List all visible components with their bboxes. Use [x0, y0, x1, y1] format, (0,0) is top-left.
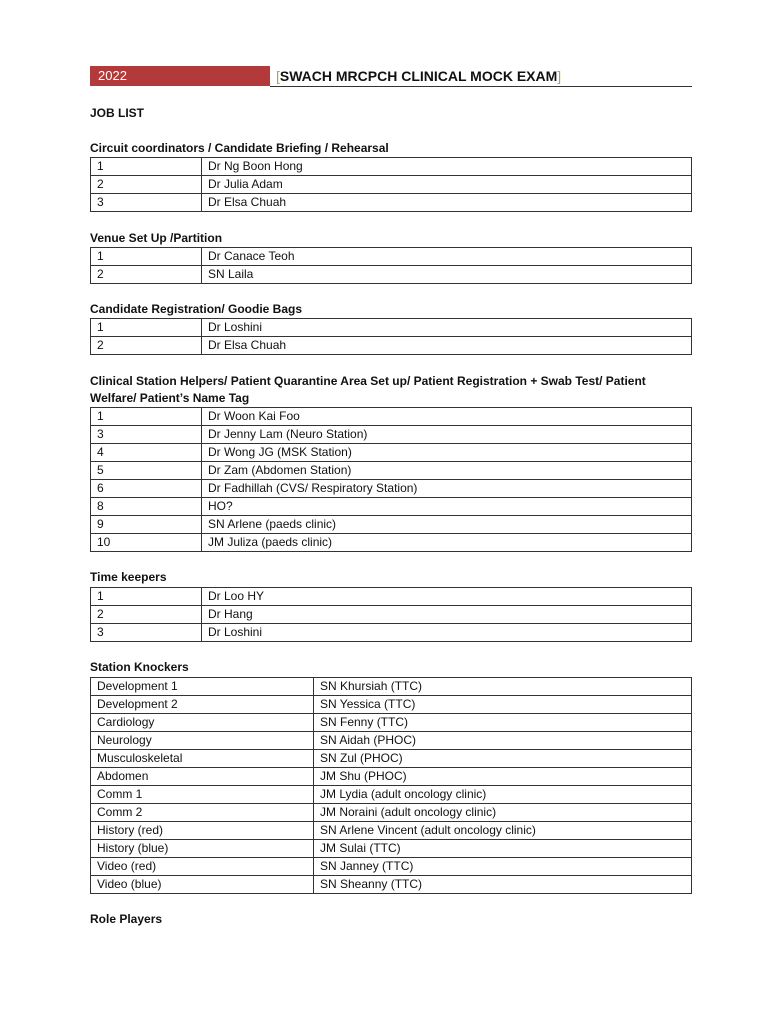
table-cell: Dr Elsa Chuah [202, 194, 692, 212]
table-row [91, 786, 692, 804]
table-cell: Dr Wong JG (MSK Station) [202, 444, 692, 462]
table-cell: 3 [91, 624, 202, 642]
table-row [91, 714, 692, 732]
table-cell: Dr Hang [202, 606, 692, 624]
document-header [90, 66, 692, 87]
table-row [91, 534, 692, 552]
section-heading-time-keepers: Time keepers [90, 570, 167, 584]
table-cell: SN Laila [202, 266, 692, 284]
table-cell: Dr Loshini [202, 319, 692, 337]
table-cell: SN Sheanny (TTC) [314, 876, 692, 894]
table-row [91, 516, 692, 534]
table-cell: 1 [91, 588, 202, 606]
table-cell: 1 [91, 408, 202, 426]
table-row [91, 498, 692, 516]
table-row [91, 822, 692, 840]
table-cell: 1 [91, 319, 202, 337]
table-cell: Musculoskeletal [91, 750, 314, 768]
table-cell: Development 2 [91, 696, 314, 714]
table-cell: Video (blue) [91, 876, 314, 894]
table-cell: 2 [91, 176, 202, 194]
table-cell: History (blue) [91, 840, 314, 858]
table-row [91, 266, 692, 284]
table-row [91, 462, 692, 480]
table-cell: Dr Loo HY [202, 588, 692, 606]
table-cell: 2 [91, 337, 202, 355]
table-cell: Dr Julia Adam [202, 176, 692, 194]
table-cell: 5 [91, 462, 202, 480]
job-list-title: JOB LIST [90, 106, 145, 120]
table-cell: JM Lydia (adult oncology clinic) [314, 786, 692, 804]
table-cell: 6 [91, 480, 202, 498]
table-cell: 4 [91, 444, 202, 462]
table-cell: Dr Fadhillah (CVS/ Respiratory Station) [202, 480, 692, 498]
table-row [91, 876, 692, 894]
section-heading-candidate-registration: Candidate Registration/ Goodie Bags [90, 302, 303, 316]
header-rule [270, 86, 692, 87]
table-row [91, 337, 692, 355]
table-cell: SN Zul (PHOC) [314, 750, 692, 768]
table-row [91, 750, 692, 768]
table-row [91, 444, 692, 462]
header-title [276, 66, 561, 86]
table-cell: 1 [91, 158, 202, 176]
table-time-keepers [90, 587, 692, 642]
table-row [91, 858, 692, 876]
table-row [91, 158, 692, 176]
section-heading-circuit-coordinators: Circuit coordinators / Candidate Briefing / Rehearsal [90, 141, 389, 155]
table-row [91, 804, 692, 822]
table-row [91, 194, 692, 212]
table-cell: 1 [91, 248, 202, 266]
table-cell: Comm 2 [91, 804, 314, 822]
header-year-band: 2022 [90, 66, 270, 86]
table-cell: Neurology [91, 732, 314, 750]
table-row [91, 768, 692, 786]
title-bracket-open: [ [276, 68, 280, 84]
table-station-knockers [90, 677, 692, 894]
table-row [91, 606, 692, 624]
table-cell: JM Noraini (adult oncology clinic) [314, 804, 692, 822]
table-cell: 8 [91, 498, 202, 516]
table-cell: SN Arlene Vincent (adult oncology clinic) [314, 822, 692, 840]
table-cell: SN Aidah (PHOC) [314, 732, 692, 750]
table-cell: JM Shu (PHOC) [314, 768, 692, 786]
table-cell: Abdomen [91, 768, 314, 786]
table-cell: SN Khursiah (TTC) [314, 678, 692, 696]
title-bracket-close: ] [557, 68, 562, 84]
table-cell: History (red) [91, 822, 314, 840]
title-text: SWACH MRCPCH CLINICAL MOCK EXAM [279, 68, 558, 84]
table-cell: Dr Woon Kai Foo [202, 408, 692, 426]
table-cell: 10 [91, 534, 202, 552]
table-cell: Dr Loshini [202, 624, 692, 642]
table-venue-setup [90, 247, 692, 284]
table-cell: Dr Zam (Abdomen Station) [202, 462, 692, 480]
section-heading-venue-setup: Venue Set Up /Partition [90, 231, 223, 245]
table-cell: JM Juliza (paeds clinic) [202, 534, 692, 552]
table-cell: SN Arlene (paeds clinic) [202, 516, 692, 534]
table-cell: Dr Canace Teoh [202, 248, 692, 266]
table-cell: 2 [91, 606, 202, 624]
table-row [91, 426, 692, 444]
table-cell: 3 [91, 194, 202, 212]
section-heading-role-players: Role Players [90, 912, 163, 926]
table-row [91, 408, 692, 426]
table-row [91, 480, 692, 498]
table-cell: 2 [91, 266, 202, 284]
table-cell: Dr Elsa Chuah [202, 337, 692, 355]
table-cell: Dr Jenny Lam (Neuro Station) [202, 426, 692, 444]
table-row [91, 696, 692, 714]
table-cell: SN Yessica (TTC) [314, 696, 692, 714]
section-heading-clinical-station-helpers: Clinical Station Helpers/ Patient Quarantine Area Set up/ Patient Registration + Swab Test/ Patient Welfare/ Patient’s Name Tag [90, 374, 646, 405]
table-cell: HO? [202, 498, 692, 516]
table-cell: Comm 1 [91, 786, 314, 804]
table-row [91, 732, 692, 750]
table-row [91, 678, 692, 696]
table-circuit-coordinators [90, 157, 692, 212]
table-row [91, 588, 692, 606]
table-row [91, 840, 692, 858]
table-row [91, 319, 692, 337]
table-cell: Cardiology [91, 714, 314, 732]
table-cell: Video (red) [91, 858, 314, 876]
table-cell: SN Fenny (TTC) [314, 714, 692, 732]
section-heading-station-knockers: Station Knockers [90, 660, 189, 674]
table-candidate-registration [90, 318, 692, 355]
table-cell: Dr Ng Boon Hong [202, 158, 692, 176]
table-cell: 3 [91, 426, 202, 444]
table-row [91, 248, 692, 266]
table-cell: 9 [91, 516, 202, 534]
table-clinical-station-helpers [90, 407, 692, 552]
table-cell: Development 1 [91, 678, 314, 696]
table-cell: SN Janney (TTC) [314, 858, 692, 876]
table-row [91, 176, 692, 194]
table-row [91, 624, 692, 642]
table-cell: JM Sulai (TTC) [314, 840, 692, 858]
